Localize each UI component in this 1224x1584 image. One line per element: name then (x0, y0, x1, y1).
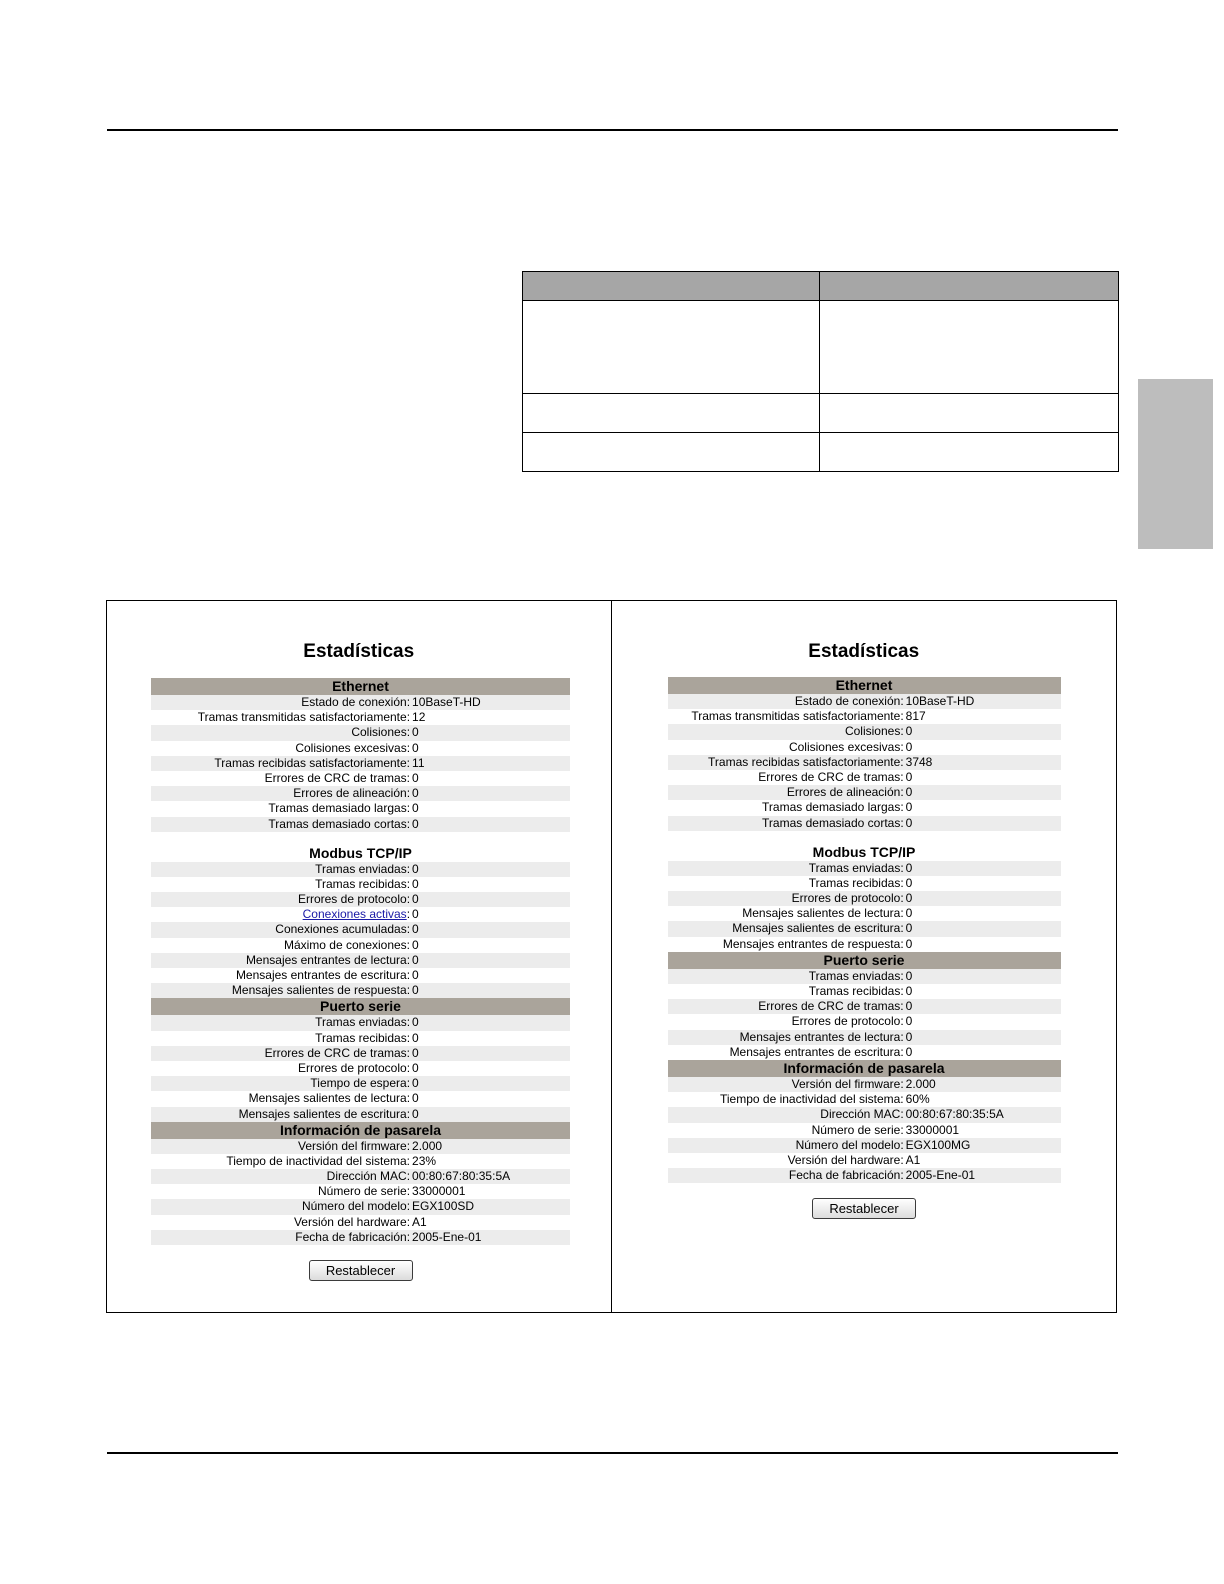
stat-value: 0 (412, 770, 419, 785)
stat-row (668, 937, 1061, 952)
stat-row (151, 801, 570, 816)
stats-panel-left (107, 601, 612, 1312)
stat-value: 0 (905, 891, 913, 906)
stat-label: Tiempo de inactividad del sistema: (226, 1153, 411, 1168)
stat-label: Tramas enviadas: (808, 860, 904, 875)
stat-row (151, 725, 570, 740)
stat-label: Mensajes salientes de lectura: (248, 1091, 411, 1106)
stat-label: Errores de CRC de tramas: (758, 769, 904, 784)
stat-row (151, 968, 570, 983)
stat-row (668, 969, 1061, 984)
stat-label: Número de serie: (317, 1184, 411, 1199)
stat-label: Colisiones excesivas: (788, 739, 904, 754)
doc-table-header-2 (820, 272, 1119, 301)
stat-label: Errores de alineación: (786, 785, 904, 800)
stat-label: Tiempo de inactividad del sistema: (720, 1092, 904, 1107)
active-connections-link[interactable]: Conexiones activas (302, 907, 407, 922)
stat-label: Tramas enviadas: (315, 1015, 411, 1030)
stat-row (668, 1077, 1061, 1092)
stat-row (151, 771, 570, 786)
stat-value: 0 (412, 861, 419, 876)
stat-label: Errores de protocolo: (297, 892, 411, 907)
stat-value: 2005-Ene-01 (905, 1168, 976, 1183)
stat-value: 0 (412, 725, 419, 740)
stat-value: 0 (412, 922, 419, 937)
doc-table-cell (523, 433, 820, 472)
stat-label: Colisiones: (844, 724, 904, 739)
stat-value: 0 (905, 739, 913, 754)
stat-row (151, 1169, 570, 1184)
stat-value: 0 (412, 1015, 419, 1030)
stat-label: Tramas recibidas: (315, 876, 411, 891)
stat-row (151, 1091, 570, 1106)
stat-label: Tramas recibidas: (808, 875, 904, 890)
stat-label: Tramas transmitidas satisfactoriamente: (197, 710, 411, 725)
doc-table-cell (523, 301, 820, 394)
stat-row (151, 907, 570, 922)
stat-value: 0 (905, 984, 913, 998)
stat-value: A1 (905, 1152, 921, 1167)
stat-value: 0 (412, 1060, 419, 1075)
stat-row (668, 755, 1061, 770)
stat-label: Errores de protocolo: (791, 891, 904, 906)
stat-row (151, 756, 570, 771)
stat-row (151, 877, 570, 892)
stat-row (668, 1153, 1061, 1168)
stat-value: 0 (905, 724, 913, 739)
stat-label: Tramas recibidas satisfactoriamente: (214, 755, 411, 770)
stat-row (668, 891, 1061, 906)
stat-value: EGX100MG (905, 1137, 971, 1152)
stat-row (668, 876, 1061, 891)
stat-label: Mensajes salientes de escritura: (238, 1106, 411, 1121)
stat-value: 0 (905, 921, 913, 936)
stat-value: 2.000 (905, 1076, 936, 1091)
stats-panel-right (612, 601, 1117, 1312)
stat-value: 2.000 (412, 1138, 443, 1153)
screenshots-frame (106, 600, 1117, 1313)
stat-label: Fecha de fabricación: (295, 1229, 411, 1244)
stat-label: Estado de conexión: (794, 694, 904, 708)
stat-value: 60% (905, 1092, 930, 1107)
bottom-rule (107, 1452, 1118, 1454)
doc-table-row (523, 394, 1119, 433)
panel-title: Estadísticas (808, 641, 920, 662)
stat-label: Errores de protocolo: (297, 1060, 411, 1075)
stat-label: Errores de CRC de tramas: (264, 770, 411, 785)
stat-row (668, 1014, 1061, 1029)
stat-row (668, 709, 1061, 724)
stat-row (151, 786, 570, 801)
stat-value: 0 (905, 906, 913, 921)
stat-value: 0 (412, 1106, 419, 1121)
stat-label: Tramas transmitidas satisfactoriamente: (691, 709, 904, 724)
stat-label: Versión del hardware: (293, 1214, 411, 1229)
stat-label: Conexiones acumuladas: (275, 922, 411, 937)
stat-value: 0 (412, 952, 419, 967)
stat-label: Mensajes salientes de respuesta: (231, 983, 411, 998)
stat-label: Errores de alineación: (293, 786, 411, 801)
stat-row (668, 1092, 1061, 1107)
stat-value: 10BaseT-HD (412, 695, 481, 709)
reset-button[interactable]: Restablecer (812, 1198, 916, 1219)
stat-row (668, 724, 1061, 739)
stat-row (151, 1184, 570, 1199)
section-heading-serial: Puerto serie (668, 952, 1061, 969)
stat-value: 11 (412, 755, 425, 770)
stat-value: 0 (905, 1014, 913, 1029)
stat-row (151, 1139, 570, 1154)
stat-label: Errores de protocolo: (791, 1014, 904, 1029)
stat-value: 33000001 (905, 1122, 960, 1137)
stat-label: Tramas recibidas: (315, 1030, 411, 1045)
stat-row (151, 1199, 570, 1214)
stat-label: Tramas demasiado cortas: (762, 815, 904, 830)
stat-label: Colisiones: (351, 725, 411, 740)
stat-label: Mensajes entrantes de lectura: (739, 1029, 904, 1044)
doc-table-cell (820, 433, 1119, 472)
stat-row (668, 800, 1061, 815)
stat-row (151, 922, 570, 937)
doc-table (522, 271, 1119, 472)
stat-row (151, 1046, 570, 1061)
stat-label: Tramas enviadas: (315, 861, 411, 876)
stat-row (668, 984, 1061, 999)
stat-label: Número de serie: (811, 1122, 904, 1137)
stat-row (668, 906, 1061, 921)
stat-value: 0 (905, 1029, 913, 1044)
stat-label: Mensajes entrantes de respuesta: (722, 936, 904, 951)
stat-value: 0 (412, 1076, 419, 1091)
reset-button[interactable]: Restablecer (309, 1260, 413, 1281)
section-heading-modbus: Modbus TCP/IP (309, 844, 412, 861)
stat-label: Tramas demasiado cortas: (268, 816, 411, 831)
stat-value: 12 (412, 710, 426, 725)
stat-row (151, 1076, 570, 1091)
stat-value: 0 (412, 786, 419, 801)
stat-value: 0 (412, 937, 419, 952)
section-heading-gateway: Información de pasarela (151, 1122, 570, 1139)
stat-label: Tramas demasiado largas: (762, 800, 904, 815)
stat-row (668, 816, 1061, 831)
stat-row (668, 1138, 1061, 1153)
stat-label: Mensajes entrantes de lectura: (245, 952, 411, 967)
stat-row (151, 938, 570, 953)
stat-value: 3748 (905, 754, 933, 769)
stat-label: Tramas recibidas satisfactoriamente: (708, 754, 904, 769)
stat-row (668, 921, 1061, 936)
doc-table-cell (820, 394, 1119, 433)
stat-label: Tramas demasiado largas: (268, 801, 411, 816)
stat-label: Número del modelo: (795, 1137, 904, 1152)
stat-row (151, 710, 570, 725)
stat-row (151, 741, 570, 756)
stat-value: 0 (905, 1044, 913, 1059)
stat-label: Mensajes salientes de escritura: (732, 921, 904, 936)
doc-table-cell (820, 301, 1119, 394)
doc-table-row (523, 301, 1119, 394)
stat-label: Mensajes entrantes de escritura: (729, 1044, 904, 1059)
stat-row (668, 1045, 1061, 1060)
stat-value: 0 (905, 785, 913, 800)
stat-label-suffix: : (406, 907, 411, 922)
stat-row (668, 1030, 1061, 1045)
stat-row (668, 694, 1061, 709)
stat-label: Versión del firmware: (791, 1076, 904, 1091)
stat-value: 0 (412, 907, 419, 922)
stat-value: 0 (412, 1030, 419, 1045)
stat-value: 23% (412, 1153, 437, 1168)
stat-value: 0 (412, 892, 419, 907)
stat-row (668, 1107, 1061, 1122)
stat-label: Errores de CRC de tramas: (264, 1045, 411, 1060)
doc-table-header-row (523, 272, 1119, 301)
stat-row (151, 1107, 570, 1122)
stat-row (151, 817, 570, 832)
stat-value: 0 (905, 936, 913, 951)
stat-label: Dirección MAC: (326, 1169, 411, 1184)
stat-value: 0 (412, 1045, 419, 1060)
stat-row (151, 892, 570, 907)
stat-label: Tramas recibidas: (808, 984, 904, 998)
stat-label: Tiempo de espera: (310, 1076, 411, 1091)
stat-row (151, 1015, 570, 1030)
stat-value: 0 (905, 815, 913, 830)
section-heading-gateway: Información de pasarela (668, 1060, 1061, 1077)
stat-value: 2005-Ene-01 (412, 1229, 482, 1244)
stat-row (668, 1123, 1061, 1138)
stat-label: Errores de CRC de tramas: (758, 999, 904, 1014)
stat-value: 817 (905, 709, 926, 724)
stat-row (151, 953, 570, 968)
stat-value: EGX100SD (412, 1199, 475, 1214)
doc-table-cell (523, 394, 820, 433)
stat-row (151, 1215, 570, 1230)
stat-value: 0 (412, 968, 419, 982)
stat-value: 0 (412, 801, 419, 816)
stat-label: Máximo de conexiones: (283, 937, 411, 952)
stat-row (668, 740, 1061, 755)
stat-value: A1 (412, 1214, 427, 1229)
stat-value: 0 (905, 860, 913, 875)
reset-button-wrap (668, 1198, 1061, 1219)
stat-label: Colisiones excesivas: (295, 740, 411, 755)
stat-value: 0 (412, 816, 419, 831)
section-heading-ethernet: Ethernet (668, 677, 1061, 694)
reset-button-wrap (151, 1260, 570, 1281)
stat-value: 10BaseT-HD (905, 694, 975, 708)
stat-value: 00:80:67:80:35:5A (412, 1169, 511, 1184)
stat-row (151, 695, 570, 710)
stats-list (151, 678, 570, 1281)
section-heading-serial: Puerto serie (151, 998, 570, 1015)
stat-label: Fecha de fabricación: (788, 1168, 904, 1183)
stat-label: Tramas enviadas: (808, 968, 904, 983)
stats-list (668, 677, 1061, 1219)
stat-row (668, 1168, 1061, 1183)
stat-label: Estado de conexión: (301, 695, 411, 709)
stat-label: Dirección MAC: (820, 1107, 904, 1122)
section-heading-modbus: Modbus TCP/IP (812, 843, 916, 860)
stat-row (151, 1031, 570, 1046)
stat-row (151, 983, 570, 998)
stat-value: 0 (905, 999, 913, 1014)
stat-row (668, 861, 1061, 876)
doc-table-row (523, 433, 1119, 472)
stat-row (151, 1230, 570, 1245)
top-rule (107, 129, 1118, 131)
stat-label (151, 907, 412, 922)
stat-value: 0 (412, 876, 419, 891)
stat-value: 0 (412, 983, 419, 998)
doc-table-header-1 (523, 272, 820, 301)
stat-value: 0 (905, 968, 913, 983)
panel-title: Estadísticas (303, 641, 415, 662)
stat-label: Versión del hardware: (787, 1152, 904, 1167)
stat-label: Mensajes entrantes de escritura: (235, 968, 411, 982)
stat-label: Número del modelo: (301, 1199, 411, 1214)
stat-value: 0 (412, 740, 419, 755)
stat-value: 33000001 (412, 1184, 466, 1199)
stat-row (668, 770, 1061, 785)
stat-row (151, 1154, 570, 1169)
stat-value: 0 (412, 1091, 419, 1106)
section-heading-ethernet: Ethernet (151, 678, 570, 695)
stat-value: 0 (905, 800, 913, 815)
stat-label: Mensajes salientes de lectura: (742, 906, 904, 921)
stat-label: Versión del firmware: (297, 1138, 411, 1153)
stat-row (668, 999, 1061, 1014)
section-tab-marker (1138, 379, 1213, 549)
stat-value: 00:80:67:80:35:5A (905, 1107, 1004, 1122)
stat-value: 0 (905, 769, 913, 784)
stat-row (151, 1061, 570, 1076)
stat-row (668, 785, 1061, 800)
stat-value: 0 (905, 875, 913, 890)
stat-row (151, 862, 570, 877)
